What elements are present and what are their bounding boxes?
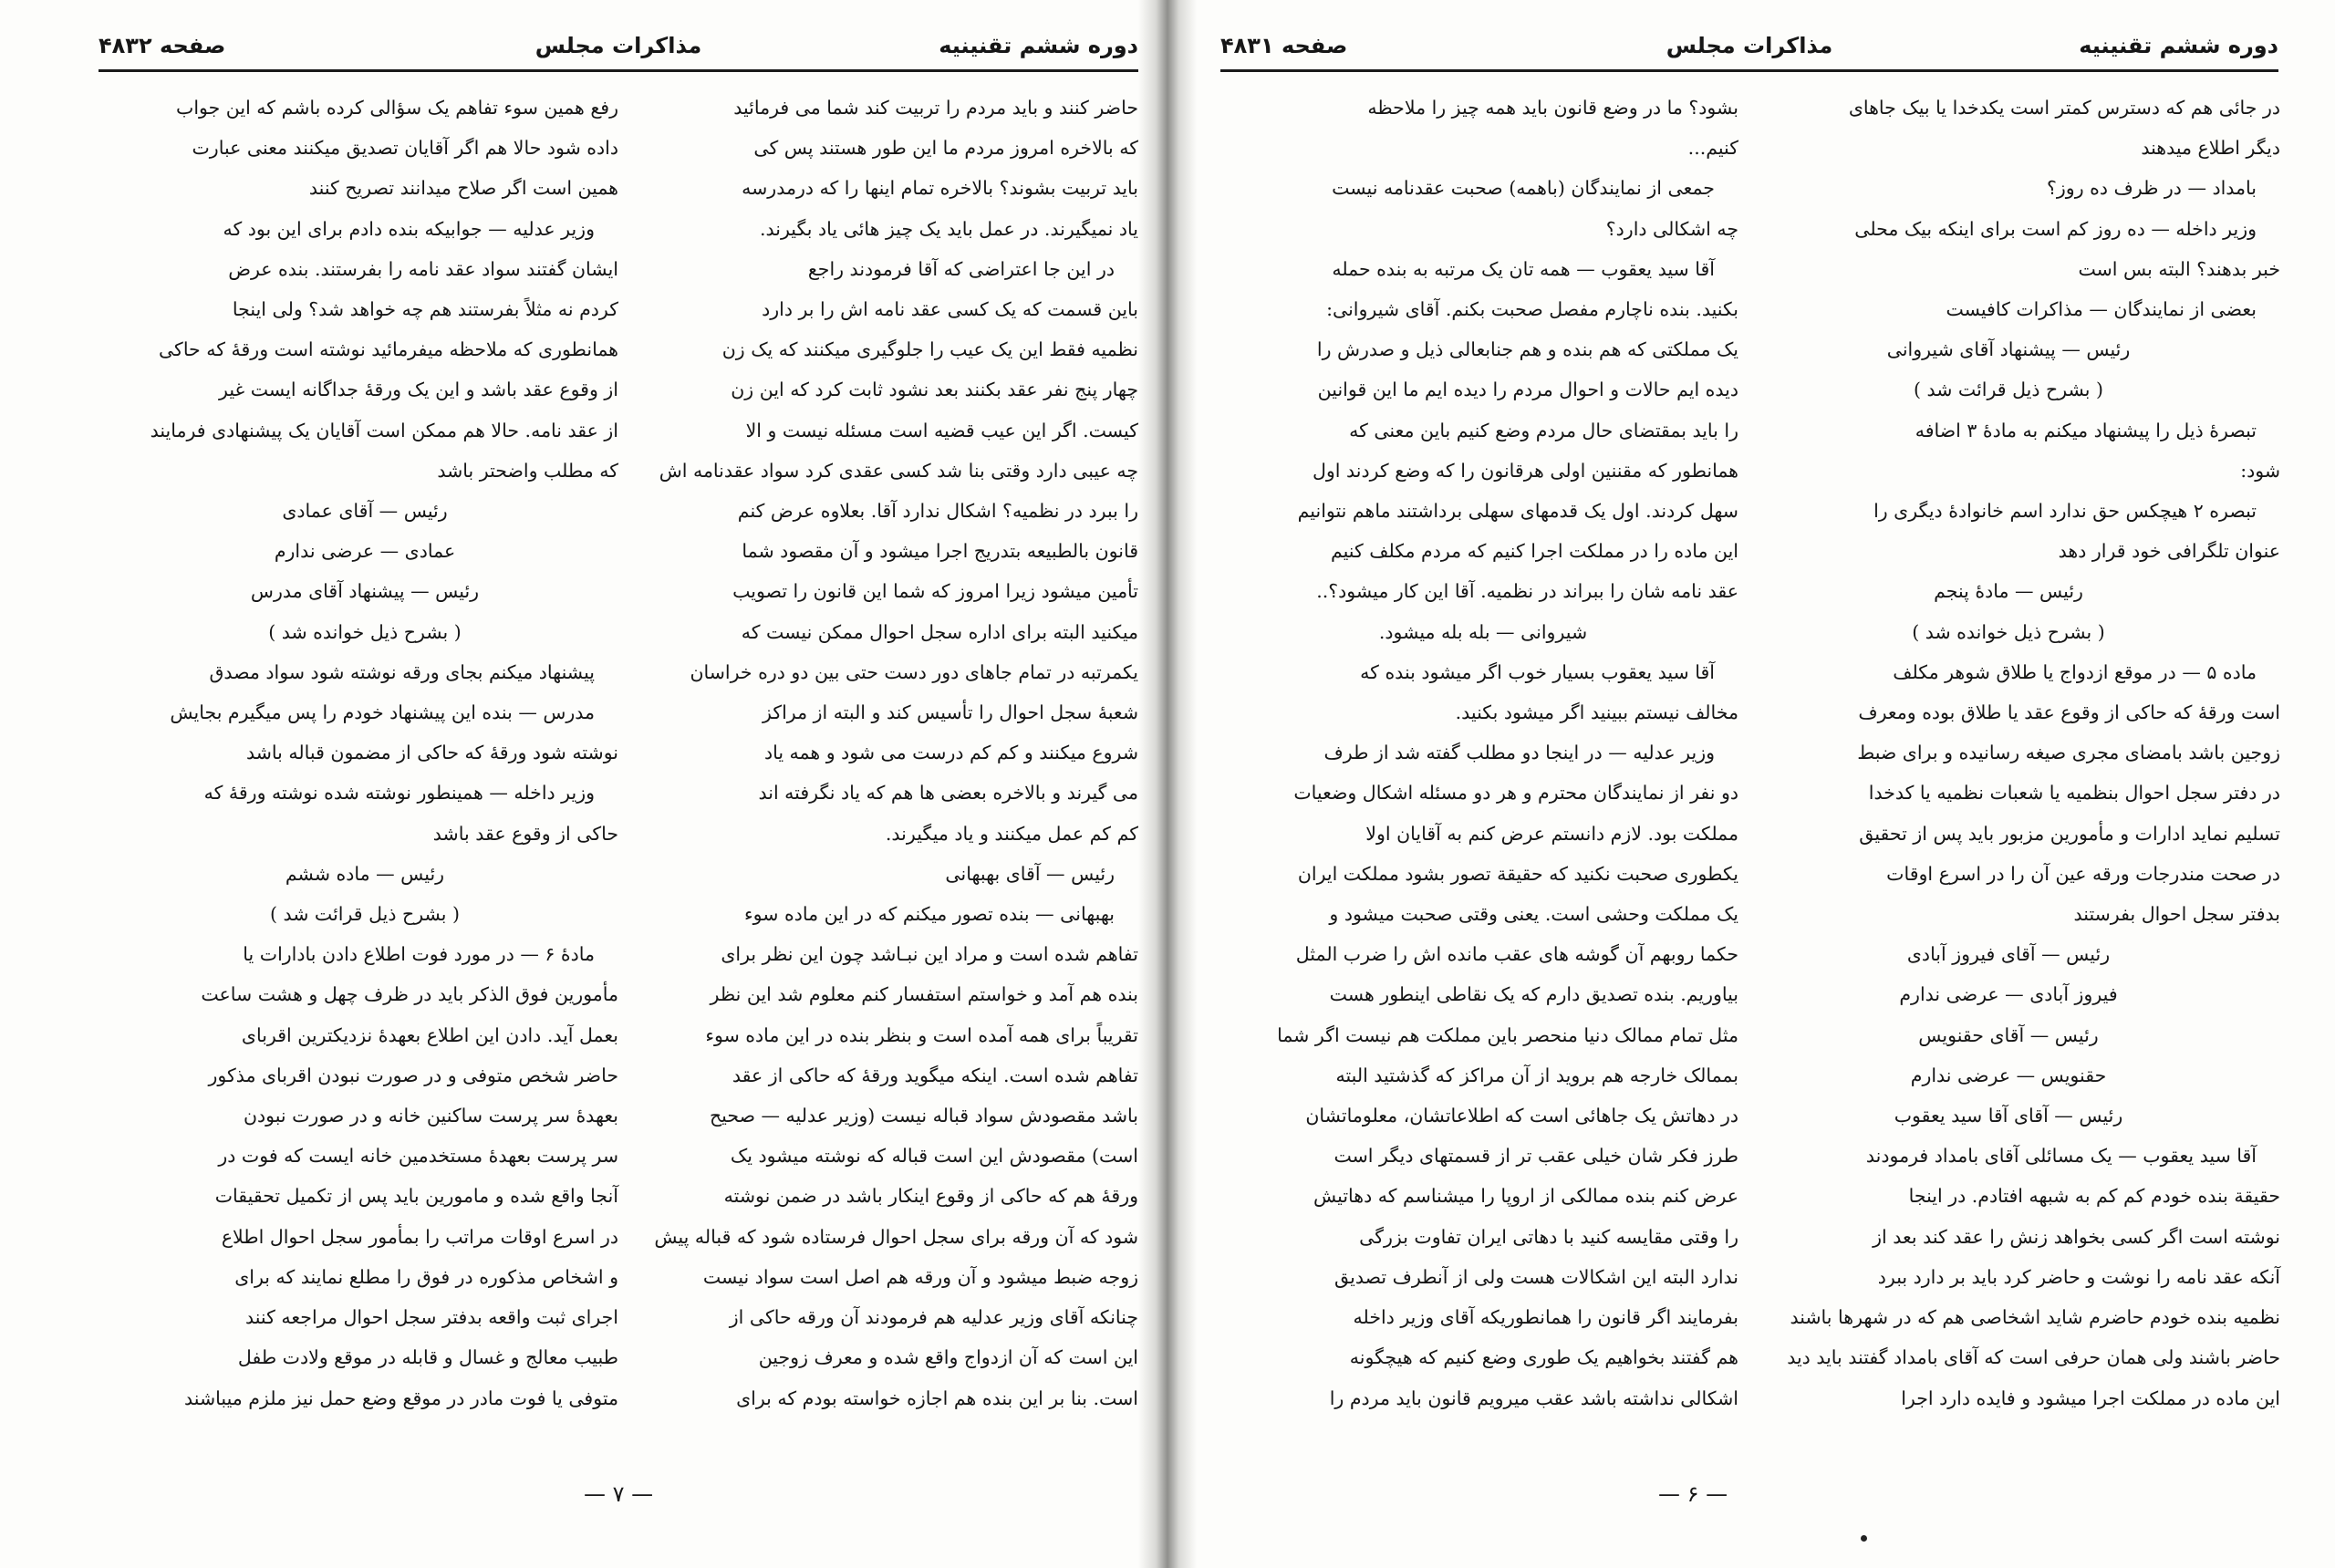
text-line: عرض کنم بنده ممالکی از اروپا را میشناسم که دهاتیش: [1313, 1185, 1738, 1208]
text-line: کنیم...: [1687, 137, 1738, 160]
text-line: وزیر داخله — همینطور نوشته شده نوشته ورقهٔ که: [203, 782, 595, 805]
text-line: کم کم عمل میکنند و یاد میگیرند.: [885, 822, 1138, 845]
text-line: این است که آن ازدواج واقع شده و معرف زوجین: [758, 1346, 1138, 1369]
reading-note: ( بشرح ذیل خوانده شد ): [268, 620, 462, 643]
reading-note: ( بشرح ذیل قرائت شد ): [269, 903, 461, 926]
text-line: وزیر عدلیه — در اینجا دو مطلب گفته شد از طرف: [1323, 742, 1715, 764]
reading-note: ( بشرح ذیل قرائت شد ): [1913, 379, 2104, 401]
text-line: که مطلب واضحتر باشد: [437, 459, 618, 482]
text-line: تفاهم شده است و مراد این نبـاشد چون این نظر برای: [721, 943, 1138, 966]
text-line: طبیب معالج و غسال و قابله در موقع ولادت طفل: [237, 1346, 618, 1369]
text-line: بکنید. بنده ناچارم مفصل صحبت بکنم. آقای شیروانی:: [1326, 298, 1738, 321]
text-line: از وقوع عقد باشد و این یک ورقهٔ جداگانه ایست غیر: [219, 379, 618, 401]
speaker-line: رئیس — مادهٔ پنجم: [1934, 580, 2083, 603]
speaker-line: رئیس — آقای بهبهانی: [945, 862, 1115, 885]
text-line: ندارد البته این اشکالات هست ولی از آنطرف تصدیق: [1334, 1265, 1738, 1288]
text-line: در دفتر سجل احوال بنظمیه یا شعبات نظمیه یا کدخدا: [1868, 782, 2280, 805]
text-column-right: [638, 88, 1138, 1418]
page-footer-number: — ۷ —: [584, 1481, 654, 1507]
text-line: آقا سید یعقوب — یک مسائلی آقای بامداد فرمودند: [1865, 1145, 2257, 1168]
text-line: تأمین میشود زیرا امروز که شما این قانون را تصویب: [732, 580, 1138, 603]
text-line: چه اشکالی دارد؟: [1605, 217, 1738, 240]
text-line: داده شود حالا هم اگر آقایان تصدیق میکنند معنی عبارت: [192, 137, 618, 160]
text-column-left: [111, 88, 618, 1418]
text-line: اجرای ثبت واقعه بدفتر سجل احوال مراجعه کنند: [244, 1306, 618, 1329]
text-line: وزیر داخله — ده روز کم است برای اینکه بیک محلی: [1854, 217, 2257, 240]
text-line: نوشته است اگر کسی بخواهد زنش را عقد کند بعد از: [1873, 1225, 2280, 1248]
text-line: یکمرتبه در تمام جاهای دور دست حتی بین دو دره خراسان: [690, 660, 1138, 683]
text-line: عنوان تلگرافی خود قرار دهد: [2058, 540, 2280, 563]
text-line: مدرس — بنده این پیشنهاد خودم را پس میگیرم بجایش: [170, 701, 595, 724]
session-title: دوره ششم تقنینیه: [939, 33, 1138, 58]
text-line: در صحت مندرجات ورقه عین آن را در اسرع اوقات: [1886, 862, 2280, 885]
text-line: فیروز آبادی — عرضی ندارم: [1899, 983, 2118, 1006]
text-line: سر پرست بعهدهٔ مستخدمین خانه ایست که فوت در: [218, 1145, 618, 1168]
speaker-line: رئیس — آقای حقنویس: [1918, 1023, 2099, 1046]
text-line: ایشان گفتند سواد عقد نامه را بفرستند. بنده عرض: [228, 257, 618, 280]
text-line: ماده ۵ — در موقع ازدواج یا طلاق شوهر مکلف: [1893, 660, 2257, 683]
text-line: یکطوری صحبت نکنید که حقیقة تصور بشود مملکت ایران: [1297, 862, 1738, 885]
text-line: نظمیه فقط این یک عیب را جلوگیری میکنند که یک زن: [721, 338, 1138, 361]
text-line: بنده هم آمد و خواستم استفسار کنم معلوم شد این نظر: [710, 983, 1138, 1006]
text-line: دیده ایم حالات و احوال مردم را دیده ایم ما این قوانین: [1317, 379, 1738, 401]
text-line: حاکی از وقوع عقد باشد: [432, 822, 618, 845]
text-line: کیست. اگر این عیب قضیه است مسئله نیست و الا: [745, 419, 1138, 441]
text-line: شیروانی — بله بله میشود.: [1378, 620, 1588, 643]
text-line: را باید بمقتضای حال مردم وضع کنیم باین معنی که: [1349, 419, 1738, 441]
text-line: باین قسمت که یک کسی عقد نامه اش را بر دارد: [762, 298, 1138, 321]
text-line: بممالک خارجه هم بروید از آن مراکز که گذشتید البته: [1335, 1064, 1738, 1086]
text-line: یاد نمیگیرند. در عمل باید یک چیز هائی یاد بگیرند.: [760, 217, 1138, 240]
text-line: طرز فکر شان خیلی عقب تر از قسمتهای دیگر است: [1334, 1145, 1738, 1168]
speaker-line: رئیس — آقای عمادی: [282, 500, 448, 523]
text-line: مملکت بود. لازم دانستم عرض کنم به آقایان اولا: [1365, 822, 1738, 845]
text-line: مأمورین فوق الذکر باید در ظرف چهل و هشت ساعت: [201, 983, 618, 1006]
text-line: همانطور که مقننین اولی هرقانون را که وضع کردند اول: [1313, 459, 1738, 482]
page-footer-number: — ۶ —: [1658, 1481, 1728, 1507]
page-header: [99, 29, 1138, 72]
text-line: تبصرهٔ ذیل را پیشنهاد میکنم به مادهٔ ۳ اضافه: [1915, 419, 2257, 441]
text-line: زوجین باشد بامضای مجری صیغه رسانیده و برای ضبط: [1857, 742, 2280, 764]
text-line: بعمل آید. دادن این اطلاع بعهدهٔ نزدیکترین اقربای: [241, 1023, 618, 1046]
speaker-line: رئیس — پیشنهاد آقای شیروانی: [1886, 338, 2131, 361]
text-line: آنجا واقع شده و مامورین باید پس از تکمیل تحقیقات: [214, 1185, 618, 1208]
text-line: بیاوریم. بنده تصدیق دارم که یک نقاطی اینطور هست: [1329, 983, 1738, 1006]
text-line: آقا سید یعقوب — همه تان یک مرتبه به بنده حمله: [1332, 257, 1715, 280]
text-line: تبصره ۲ هیچکس حق ندارد اسم خانوادهٔ دیگری را: [1873, 500, 2257, 523]
text-line: اشکالی نداشته باشد عقب میرویم قانون باید مردم را: [1329, 1386, 1738, 1409]
text-line: همین است اگر صلاح میدانند تصریح کنند: [308, 177, 618, 200]
text-line: مادهٔ ۶ — در مورد فوت اطلاع دادن بادارات یا: [243, 943, 595, 966]
speaker-line: رئیس — ماده ششم: [285, 862, 445, 885]
text-line: را وقتی مقایسه کنید با دهاتی ایران تفاوت بزرگی: [1359, 1225, 1738, 1248]
text-line: رفع همین سوء تفاهم یک سؤالی کرده باشم که این جواب: [176, 97, 618, 119]
text-line: تسلیم نماید ادارات و مأمورین مزبور باید پس از تحقیق: [1859, 822, 2280, 845]
text-line: چهار پنج نفر عقد بکنند بعد نشود ثابت کرد که این زن: [731, 379, 1138, 401]
text-line: جمعی از نمایندگان (باهمه) صحبت عقدنامه نیست: [1332, 177, 1715, 200]
text-line: در دهاتش یک جاهائی است که اطلاعاتشان، معلوماتشان: [1305, 1105, 1738, 1127]
text-line: و اشخاص مذکوره در فوق را مطلع نمایند که برای: [234, 1265, 618, 1288]
ink-speck: [1861, 1535, 1867, 1542]
text-line: شود که آن ورقه برای سجل احوال فرستاده شود که قباله پیش: [654, 1225, 1138, 1248]
text-line: همانطوری که ملاحظه میفرمائید نوشته است ورقهٔ که حاکی: [158, 338, 618, 361]
text-line: آقا سید یعقوب بسیار خوب اگر میشود بنده که: [1360, 660, 1715, 683]
page-header: [1220, 29, 2278, 72]
text-line: دو نفر از نمایندگان محترم و هر دو مسئله اشکال وضعیات: [1293, 782, 1738, 805]
text-line: تفاهم شده است. اینکه میگوید ورقهٔ که حاکی از عقد: [732, 1064, 1138, 1086]
text-line: حکما روبهم آن گوشه های عقب مانده اش را ضرب المثل: [1295, 943, 1738, 966]
text-line: این ماده در مملکت اجرا میشود و فایده دارد اجرا: [1901, 1386, 2280, 1409]
text-line: وزیر عدلیه — جوابیکه بنده دادم برای این بود که: [223, 217, 595, 240]
text-line: بعضی از نمایندگان — مذاکرات کافیست: [1946, 298, 2257, 321]
text-line: شود:: [2240, 459, 2280, 482]
text-line: حقنویس — عرضی ندارم: [1910, 1064, 2107, 1086]
text-line: میکنید البته برای اداره سجل احوال ممکن نیست که: [741, 620, 1138, 643]
text-line: خبر بدهند؟ البته بس است: [2078, 257, 2280, 280]
text-line: شروع میکنند و کم کم درست می شود و همه یاد: [763, 742, 1138, 764]
session-title: دوره ششم تقنینیه: [2079, 33, 2278, 58]
journal-title: مذاکرات مجلس: [1666, 33, 1833, 58]
text-line: چنانکه آقای وزیر عدلیه هم فرمودند آن ورقه حاکی از: [729, 1306, 1138, 1329]
text-line: حاضر شخص متوفی و در صورت نبودن اقربای مذکور: [208, 1064, 618, 1086]
speaker-line: رئیس — پیشنهاد آقای مدرس: [250, 580, 480, 603]
text-line: باشد مقصودش سواد قباله نیست (وزیر عدلیه — صحیح: [709, 1105, 1138, 1127]
text-column-left: [1228, 88, 1738, 1418]
text-line: در این جا اعتراضی که آقا فرمودند راجع: [807, 257, 1115, 280]
text-line: پیشنهاد میکنم بجای ورقه نوشته شود سواد مصدق: [209, 660, 595, 683]
text-line: بامداد — در ظرف ده روز؟: [2047, 177, 2257, 200]
text-line: که بالاخره امروز مردم ما این طور هستند پس کی: [753, 137, 1138, 160]
text-line: بعهدهٔ سر پرست ساکنین خانه و در صورت نبودن: [243, 1105, 618, 1127]
text-column-right: [1737, 88, 2280, 1418]
text-line: می گیرند و بالاخره بعضی ها هم که یاد نگرفته اند: [758, 782, 1138, 805]
text-line: متوفی یا فوت مادر در موقع وضع حمل نیز ملزم میباشند: [184, 1386, 618, 1409]
text-line: عقد نامه شان را ببراند در نظمیه. آقا این کار میشود؟..: [1316, 580, 1738, 603]
text-line: آنکه عقد نامه را نوشت و حاضر کرد باید بر دارد ببرد: [1877, 1265, 2280, 1288]
text-line: بدفتر سجل احوال بفرستند: [2073, 903, 2280, 926]
text-line: یک مملکتی که هم بنده و هم جنابعالی ذیل و صدرش را: [1316, 338, 1738, 361]
text-line: کردم نه مثلاً بفرستند هم چه خواهد شد؟ ولی اینجا: [232, 298, 618, 321]
reading-note: ( بشرح ذیل خوانده شد ): [1912, 620, 2105, 643]
text-line: بشود؟ ما در وضع قانون باید همه چیز را ملاحظه: [1367, 97, 1738, 119]
page-number-label: صفحه ۴۸۳۱: [1220, 33, 1348, 58]
text-line: حاضر باشند ولی همان حرفی است که آقای بامداد گفتند باید دید: [1787, 1346, 2280, 1369]
text-line: است) مقصودش این است قباله که نوشته میشود یک: [730, 1145, 1138, 1168]
text-line: سهل کردند. اول یک قدمهای سهلی برداشتند ماهم نتوانیم: [1297, 500, 1738, 523]
text-line: نظمیه بنده خودم حاضرم شاید اشخاصی هم که در شهرها باشند: [1790, 1306, 2280, 1329]
text-line: یک مملکت وحشی است. یعنی وقتی صحبت میشود و: [1329, 903, 1738, 926]
text-line: بهبهانی — بنده تصور میکنم که در این ماده سوء: [744, 903, 1115, 926]
text-line: عمادی — عرضی ندارم: [274, 540, 456, 563]
text-line: دیگر اطلاع میدهند: [2141, 137, 2280, 160]
text-line: است. بنا بر این بنده هم اجازه خواسته بودم که برای: [736, 1386, 1138, 1409]
text-line: ورقهٔ هم که حاکی از وقوع اینکار باشد در ضمن نوشته: [723, 1185, 1138, 1208]
text-line: مثل تمام ممالک دنیا منحصر باین مملکت هم نیست اگر شما: [1277, 1023, 1738, 1046]
text-line: در جائی هم که دسترس کمتر است یکدخدا یا بیک جاهای: [1848, 97, 2280, 119]
text-line: را ببرد در نظمیه؟ اشکال ندارد آقا. بعلاوه عرض کنم: [737, 500, 1138, 523]
text-line: قانون بالطبیعه بتدریج اجرا میشود و آن مقصود شما: [742, 540, 1138, 563]
text-line: نوشته شود ورقهٔ که حاکی از مضمون قباله باشد: [246, 742, 618, 764]
text-line: هم گفتند بخواهیم یک طوری وضع کنیم که هیچگونه: [1349, 1346, 1738, 1369]
text-line: از عقد نامه. حالا هم ممکن است آقایان یک پیشنهادی فرمایند: [150, 419, 618, 441]
text-line: چه عیبی دارد وقتی بنا شد کسی عقدی کرد سواد عقدنامه اش: [659, 459, 1138, 482]
left-page: [0, 0, 1158, 1568]
page-number-label: صفحه ۴۸۳۲: [99, 33, 226, 58]
text-line: شعبهٔ سجل احوال را تأسیس کند و البته از مراکز: [763, 701, 1138, 724]
text-line: مخالف نیستم ببینید اگر میشود بکنید.: [1455, 701, 1738, 724]
text-line: در اسرع اوقات مراتب را بمأمور سجل احوال اطلاع: [221, 1225, 618, 1248]
text-line: است ورقهٔ که حاکی از وقوع عقد یا طلاق بوده ومعرف: [1858, 701, 2280, 724]
speaker-line: رئیس — آقای فیروز آبادی: [1906, 943, 2111, 966]
text-line: بفرمایند اگر قانون را همانطوریکه آقای وزیر داخله: [1353, 1306, 1738, 1329]
text-line: زوجه ضبط میشود و آن ورقه هم اصل است سواد نیست: [702, 1265, 1138, 1288]
text-line: حقیقة بنده خودم کم کم به شبهه افتادم. در اینجا: [1908, 1185, 2280, 1208]
right-page: [1177, 0, 2335, 1568]
text-line: باید تربیت بشوند؟ بالاخره تمام اینها را که درمدرسه: [742, 177, 1138, 200]
text-line: این ماده را در مملکت اجرا کنیم که مردم مکلف کنیم: [1330, 540, 1738, 563]
text-line: تقریباً برای همه آمده است و بنظر بنده در این ماده سوء: [705, 1023, 1138, 1046]
speaker-line: رئیس — آقای آقا سید یعقوب: [1894, 1105, 2123, 1127]
text-line: حاضر کنند و باید مردم را تربیت کند شما می فرمائید: [733, 97, 1138, 119]
journal-title: مذاکرات مجلس: [534, 33, 702, 58]
